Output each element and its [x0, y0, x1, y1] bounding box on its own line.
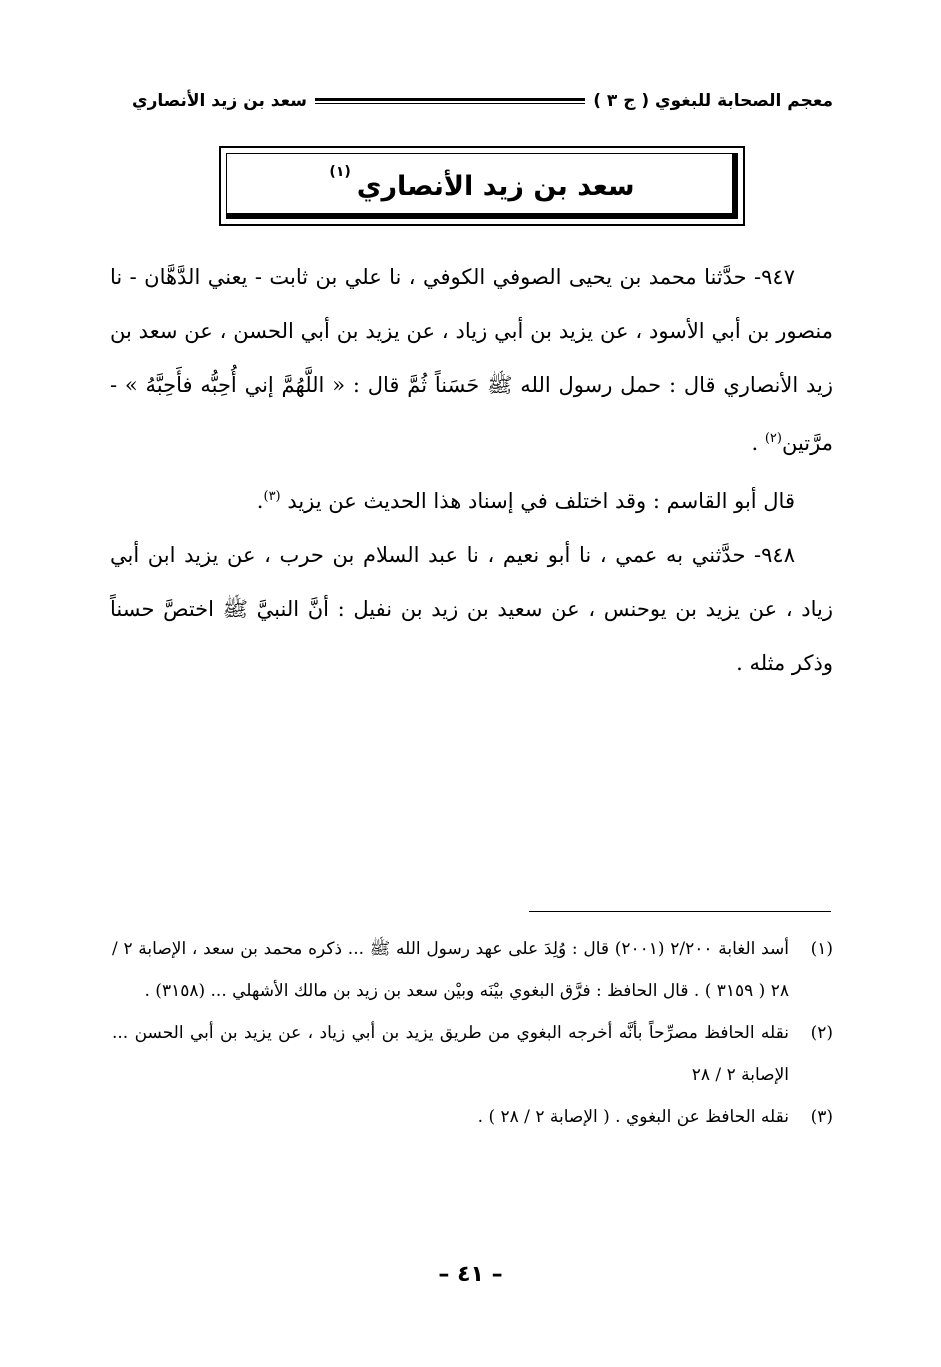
header-rule — [315, 98, 585, 104]
footnote-number: (٣) — [810, 1107, 833, 1127]
page-number: – ٤١ – — [438, 1262, 503, 1287]
chapter-title: سعد بن زيد الأنصاري — [356, 170, 635, 202]
main-text — [110, 250, 833, 690]
hadith-947-end: . — [751, 431, 765, 455]
footnote-text: نقله الحافظ عن البغوي . ( الإصابة ٢ / ٢٨ ) . — [477, 1107, 789, 1127]
abu-qasim-note — [110, 470, 833, 528]
chapter-title-frame — [226, 153, 738, 219]
footnote-number: (٢) — [810, 1023, 833, 1043]
chapter-footnote-ref: (١) — [329, 164, 351, 180]
footnote-2 — [112, 1012, 833, 1096]
footnotes — [112, 928, 833, 1138]
header-section-title: سعد بن زيد الأنصاري — [132, 91, 307, 111]
footnote-1 — [112, 928, 833, 1012]
footnote-number: (١) — [810, 939, 833, 959]
footnote-ref-3: (٣) — [263, 489, 281, 504]
hadith-947-text: ٩٤٧- حدَّثنا محمد بن يحيى الصوفي الكوفي ، نا علي بن ثابت - يعني الدَّهَّان - نا منصور بن أبي الأسود ، عن يزيد بن أبي زياد ، عن يزيد بن أبي الحسن ، عن سعد بن زيد الأنصاري قال : حمل رسول الله ﷺ حَسَناً ثُمَّ قال : « اللَّهُمَّ إني أُحِبُّه فأَحِبَّهُ » - مرَّتين — [110, 265, 833, 455]
chapter-title-box — [219, 146, 745, 226]
running-header — [132, 86, 833, 116]
footnote-text: نقله الحافظ مصرِّحاً بأنَّه أخرجه البغوي من طريق يزيد بن أبي زياد ، عن يزيد بن أبي الحسن ... الإصابة ٢ / ٢٨ — [112, 1023, 789, 1085]
abu-qasim-text: قال أبو القاسم : وقد اختلف في إسناد هذا الحديث عن يزيد — [287, 489, 795, 513]
footnote-separator — [529, 911, 831, 912]
header-book-title: معجم الصحابة للبغوي ( ج ٣ ) — [593, 91, 833, 111]
hadith-948: ٩٤٨- حدَّثني به عمي ، نا أبو نعيم ، نا عبد السلام بن حرب ، عن يزيد ابن أبي زياد ، عن يزيد بن يوحنس ، عن سعيد بن زيد بن نفيل : أنَّ النبيَّ ﷺ اختصَّ حسناً وذكر مثله . — [110, 543, 833, 675]
footnote-3 — [112, 1096, 833, 1138]
footnote-ref-2: (٢) — [764, 431, 782, 446]
hadith-947 — [110, 250, 833, 470]
abu-qasim-end: . — [256, 489, 264, 513]
footnote-text: أسد الغابة ٢/٢٠٠ (٢٠٠١) قال : وُلِدَ على عهد رسول الله ﷺ ... ذكره محمد بن سعد ، الإصابة ٢ / ٢٨ ( ٣١٥٩ ) . قال الحافظ : فرَّق البغوي بيْنَه وبيْن سعد بن زيد بن مالك الأشهلي ... (٣١٥٨) . — [112, 939, 789, 1001]
